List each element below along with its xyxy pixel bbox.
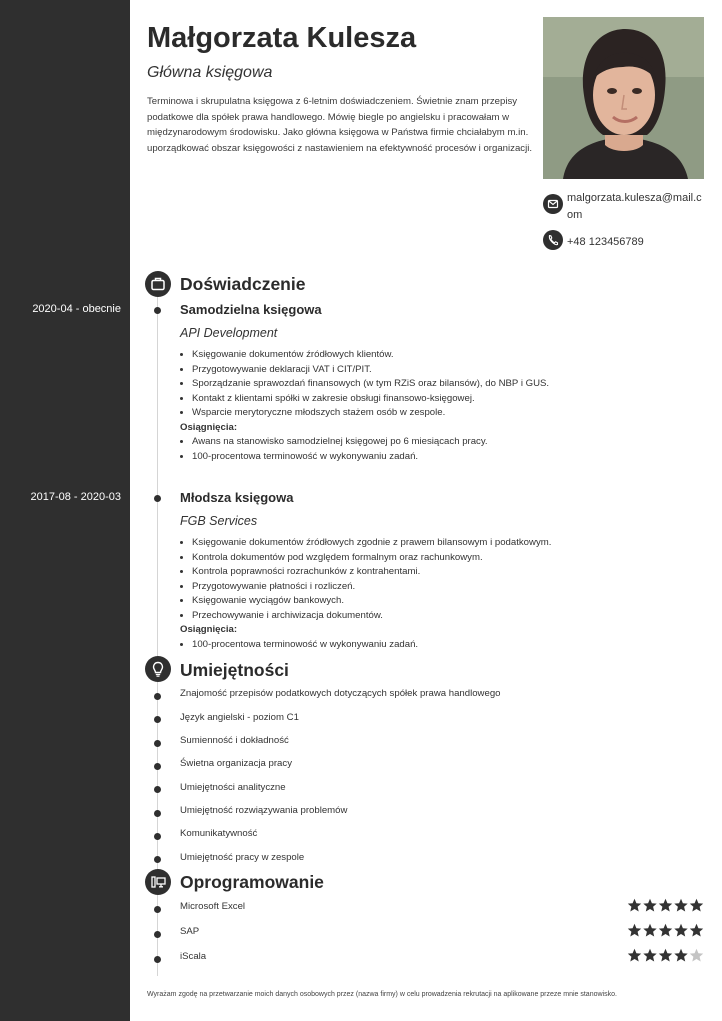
job-dates: 2020-04 - obecnie: [32, 303, 121, 315]
job-company: API Development: [180, 326, 278, 340]
section-title-skills: Umiejętności: [180, 660, 289, 680]
section-title-experience: Doświadczenie: [180, 274, 306, 294]
job-position: Młodsza księgowa: [180, 490, 294, 505]
candidate-name: Małgorzata Kulesza: [147, 22, 417, 54]
timeline-dot: [154, 693, 161, 700]
duty-item: • Przechowywanie i archiwizacja dokumentów.: [192, 609, 610, 624]
star-filled-icon: [674, 949, 687, 962]
star-filled-icon: [643, 899, 656, 912]
timeline-dot: [154, 786, 161, 793]
section-title-software: Oprogramowanie: [180, 872, 324, 892]
briefcase-icon: [145, 271, 171, 297]
achievements-label: Osiągnięcia:: [180, 624, 238, 635]
achievement-item: • 100-procentowa terminowość w wykonywaniu zadań.: [192, 450, 610, 465]
portrait-image: [543, 17, 704, 179]
timeline-dot: [154, 810, 161, 817]
timeline-dot: [154, 856, 161, 863]
duty-item: • Kontakt z klientami spółki w zakresie obsługi finansowo-księgowej.: [192, 392, 610, 407]
duty-item: • Kontrola dokumentów pod względem formalnym oraz rachunkowym.: [192, 551, 610, 566]
phone-icon: [543, 230, 563, 250]
computer-icon: [145, 869, 171, 895]
duty-item: • Księgowanie wyciągów bankowych.: [192, 594, 610, 609]
software-name: iScala: [180, 951, 207, 962]
timeline-dot: [154, 495, 161, 502]
job-duties: [180, 536, 610, 652]
achievements-label: Osiągnięcia:: [180, 421, 238, 433]
star-filled-icon: [628, 899, 641, 912]
achievement-item: • Awans na stanowisko samodzielnej księgowej po 6 miesiącach pracy.: [192, 435, 610, 450]
timeline-dot: [154, 716, 161, 723]
software-rating: [627, 898, 707, 913]
job-title: Główna księgowa: [147, 64, 273, 81]
timeline-dot: [154, 956, 161, 963]
skill-item: Umiejętności analityczne: [180, 782, 286, 793]
sidebar: [0, 0, 130, 1021]
software-rating: [627, 948, 707, 963]
achievement-item: • 100-procentowa terminowość w wykonywaniu zadań.: [192, 638, 610, 653]
phone-text[interactable]: +48 123456789: [567, 236, 644, 248]
star-filled-icon: [690, 924, 703, 937]
skill-item: Znajomość przepisów podatkowych dotyczących spółek prawa handlowego: [180, 688, 501, 699]
timeline-dot: [154, 763, 161, 770]
duty-item: • Wsparcie merytoryczne młodszych stażem osób w zespole.: [192, 406, 610, 421]
star-filled-icon: [690, 899, 703, 912]
software-name: Microsoft Excel: [180, 901, 246, 912]
mail-icon: [543, 194, 563, 214]
lightbulb-icon: [145, 656, 171, 682]
job-position: Samodzielna księgowa: [180, 302, 322, 317]
star-empty-icon: [690, 949, 703, 962]
duty-item: • Kontrola poprawności rozrachunków z kontrahentami.: [192, 565, 610, 580]
star-filled-icon: [674, 899, 687, 912]
duty-item: • Przygotowywanie deklaracji VAT i CIT/PIT.: [192, 363, 610, 378]
profile-photo: [543, 17, 704, 179]
skill-item: Umiejętność pracy w zespole: [180, 852, 305, 863]
job-dates: 2017-08 - 2020-03: [30, 491, 121, 503]
gdpr-consent: Wyrażam zgodę na przetwarzanie moich danych osobowych przez (nazwa firmy) w celu prowadzenia rekrutacji na aplikowane przeze mnie stanowisko.: [147, 991, 617, 998]
timeline-dot: [154, 833, 161, 840]
software-name: SAP: [180, 926, 200, 937]
star-filled-icon: [628, 924, 641, 937]
software-rating: [627, 923, 707, 938]
star-filled-icon: [659, 949, 672, 962]
skill-item: Komunikatywność: [180, 828, 258, 839]
star-filled-icon: [674, 924, 687, 937]
profile-summary: Terminowa i skrupulatna księgowa z 6-letnim doświadczeniem. Świetnie znam przepisy podatkowe dla spółek prawa handlowego. Mówię biegle po angielsku i pracowałam w międzynarodowym środowisku. Jako główna księgowa w Państwa firmie chciałabym m.in. uporządkować obszar księgowości z nastawieniem na efektywność procesów i organizacji.: [147, 96, 533, 154]
star-filled-icon: [643, 949, 656, 962]
timeline-dot: [154, 740, 161, 747]
star-filled-icon: [628, 949, 641, 962]
skill-item: Świetna organizacja pracy: [180, 758, 292, 769]
star-filled-icon: [659, 899, 672, 912]
job-duties: [180, 348, 610, 464]
duty-item: • Sporządzanie sprawozdań finansowych (w tym RZiS oraz bilansów), do NBP i GUS.: [192, 377, 610, 392]
star-filled-icon: [643, 924, 656, 937]
timeline-dot: [154, 906, 161, 913]
timeline-dot: [154, 931, 161, 938]
duty-item: • Księgowanie dokumentów źródłowych zgodnie z prawem bilansowym i podatkowym.: [192, 536, 610, 551]
job-company: FGB Services: [180, 514, 258, 528]
skill-item: Umiejętność rozwiązywania problemów: [180, 805, 348, 816]
duty-item: • Przygotowywanie płatności i rozliczeń.: [192, 580, 610, 595]
timeline-dot: [154, 307, 161, 314]
skill-item: Sumienność i dokładność: [180, 735, 289, 746]
skill-item: Język angielski - poziom C1: [180, 712, 299, 723]
email-text[interactable]: malgorzata.kulesza@mail.com: [567, 192, 702, 221]
duty-item: • Księgowanie dokumentów źródłowych klientów.: [192, 348, 610, 363]
star-filled-icon: [659, 924, 672, 937]
